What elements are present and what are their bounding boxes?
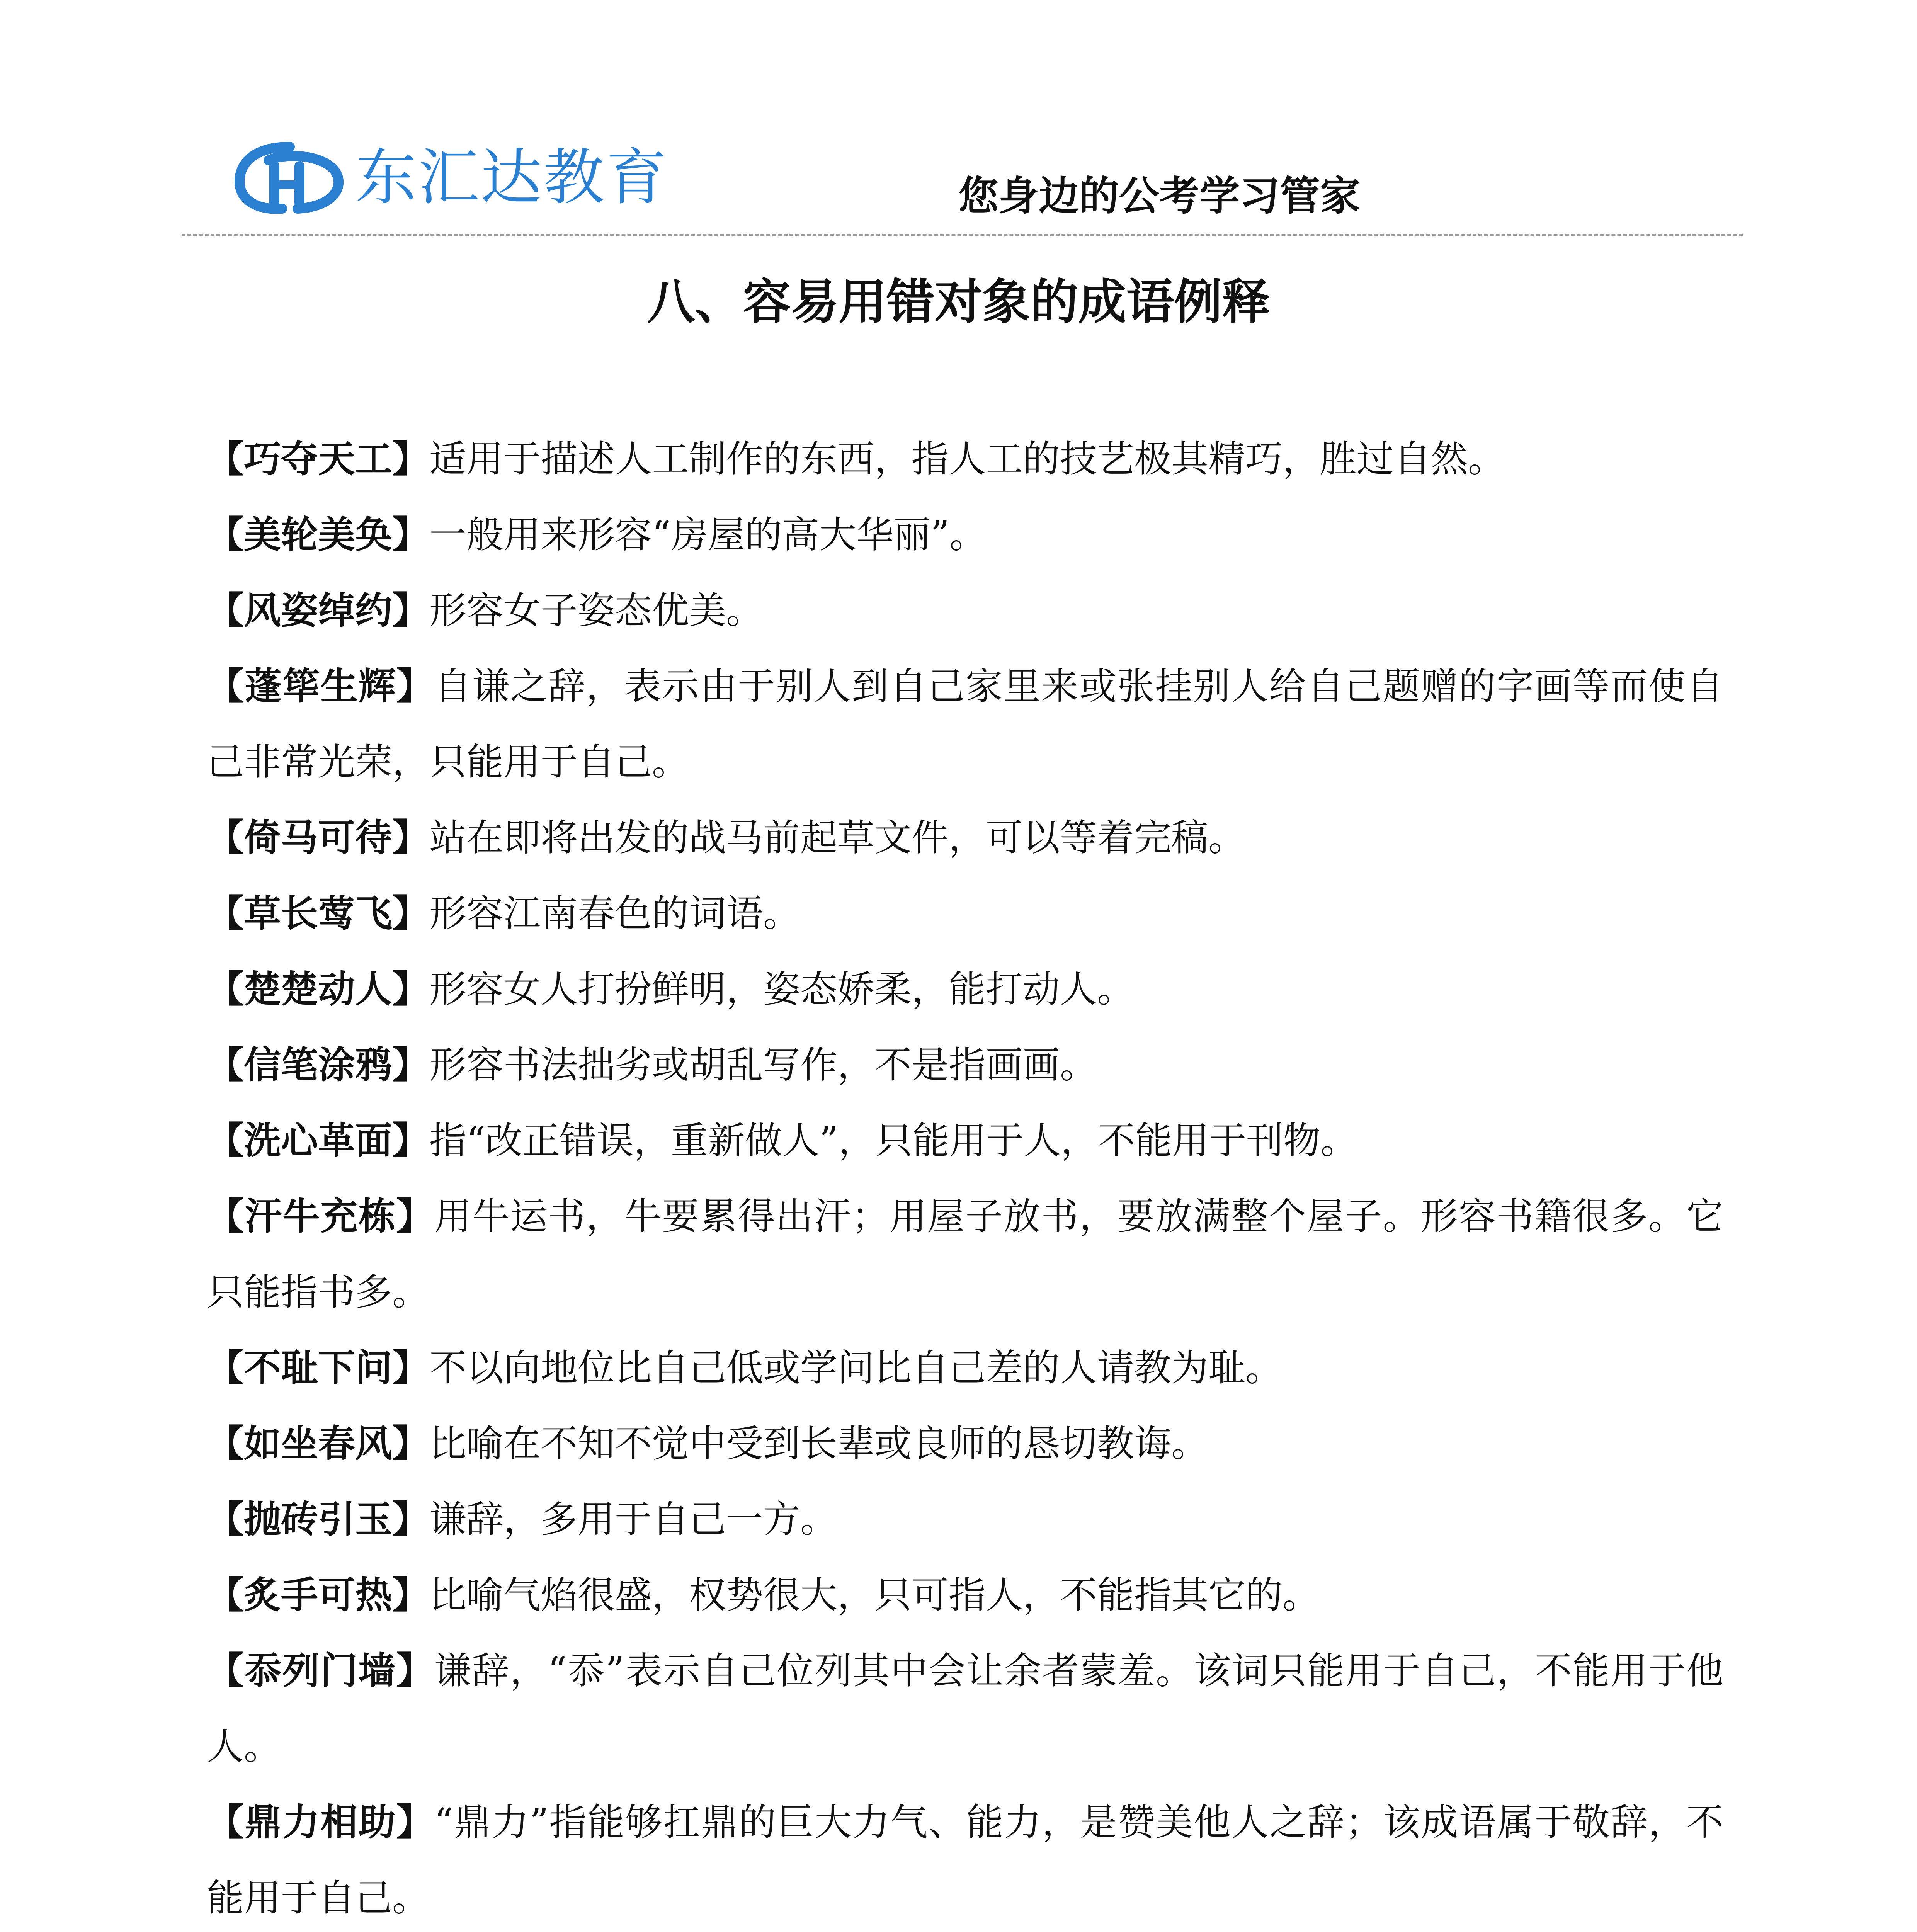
idiom-term: 【忝列门墙】	[207, 1649, 434, 1692]
idiom-explanation: 形容江南春色的词语。	[429, 892, 800, 935]
idiom-term: 【抛砖引玉】	[207, 1498, 429, 1541]
idiom-term: 【巧夺天工】	[207, 437, 429, 481]
header-divider	[182, 234, 1743, 236]
idiom-explanation: 适用于描述人工制作的东西，指人工的技艺极其精巧，胜过自然。	[429, 437, 1505, 481]
brand-name: 东汇达教育	[356, 142, 668, 213]
idiom-term: 【风姿绰约】	[207, 589, 429, 632]
idiom-explanation: 形容女人打扮鲜明，姿态娇柔，能打动人。	[429, 968, 1134, 1011]
idiom-entry	[207, 1330, 1723, 1406]
idiom-entry	[207, 1179, 1723, 1330]
idiom-term: 【蓬筚生辉】	[207, 665, 435, 708]
idiom-term: 【如坐春风】	[207, 1422, 429, 1465]
idiom-explanation: 用牛运书，牛要累得出汗；用屋子放书，要放满整个屋子。形容书籍很多。它只能指书多。	[207, 1195, 1723, 1314]
idiom-term: 【美轮美奂】	[207, 513, 429, 556]
idiom-entry	[207, 1557, 1723, 1633]
idiom-term: 【洗心革面】	[207, 1119, 429, 1162]
idiom-term: 【汗牛充栋】	[207, 1195, 435, 1238]
idiom-entry	[207, 876, 1723, 951]
idiom-entry	[207, 421, 1723, 497]
idiom-term: 【信笔涂鸦】	[207, 1043, 429, 1087]
idiom-explanation: 指“改正错误，重新做人”，只能用于人，不能用于刊物。	[429, 1119, 1358, 1162]
idiom-entry	[207, 1784, 1723, 1932]
brand-logo	[232, 139, 668, 216]
idiom-explanation: “鼎力”指能够扛鼎的巨大力气、能力，是赞美他人之辞；该成语属于敬辞，不能用于自己。	[207, 1801, 1724, 1920]
idiom-explanation: 谦辞，“忝”表示自己位列其中会让余者蒙羞。该词只能用于自己，不能用于他人。	[207, 1649, 1724, 1768]
idiom-explanation: 不以向地位比自己低或学问比自己差的人请教为耻。	[429, 1346, 1283, 1389]
idiom-entry	[207, 1103, 1723, 1179]
idiom-term: 【鼎力相助】	[207, 1801, 434, 1844]
idiom-entry	[207, 800, 1723, 876]
idiom-list	[207, 421, 1723, 1932]
idiom-term: 【倚马可待】	[207, 816, 429, 859]
logo-mark-icon	[232, 139, 348, 216]
page-title: 八、容易用错对象的成语例释	[647, 274, 1270, 330]
idiom-entry	[207, 1027, 1723, 1103]
idiom-explanation: 一般用来形容“房屋的高大华丽”。	[429, 513, 987, 556]
idiom-term: 【炙手可热】	[207, 1573, 429, 1617]
idiom-entry	[207, 573, 1723, 648]
idiom-explanation: 比喻气焰很盛，权势很大，只可指人，不能指其它的。	[429, 1573, 1320, 1617]
idiom-explanation: 形容女子姿态优美。	[429, 589, 763, 632]
idiom-entry	[207, 951, 1723, 1027]
idiom-entry	[207, 1633, 1723, 1784]
idiom-explanation: 自谦之辞，表示由于别人到自己家里来或张挂别人给自己题赠的字画等而使自己非常光荣，只能用于自己。	[207, 665, 1723, 784]
idiom-explanation: 比喻在不知不觉中受到长辈或良师的恳切教诲。	[429, 1422, 1208, 1465]
idiom-term: 【不耻下问】	[207, 1346, 429, 1389]
idiom-term: 【楚楚动人】	[207, 968, 429, 1011]
idiom-explanation: 站在即将出发的战马前起草文件，可以等着完稿。	[429, 816, 1245, 859]
idiom-entry	[207, 1481, 1723, 1557]
idiom-entry	[207, 1406, 1723, 1481]
idiom-explanation: 谦辞，多用于自己一方。	[429, 1498, 837, 1541]
idiom-explanation: 形容书法拙劣或胡乱写作，不是指画画。	[429, 1043, 1097, 1087]
idiom-entry	[207, 497, 1723, 573]
idiom-entry	[207, 648, 1723, 800]
header-slogan: 您身边的公考学习管家	[958, 172, 1361, 219]
idiom-term: 【草长莺飞】	[207, 892, 429, 935]
